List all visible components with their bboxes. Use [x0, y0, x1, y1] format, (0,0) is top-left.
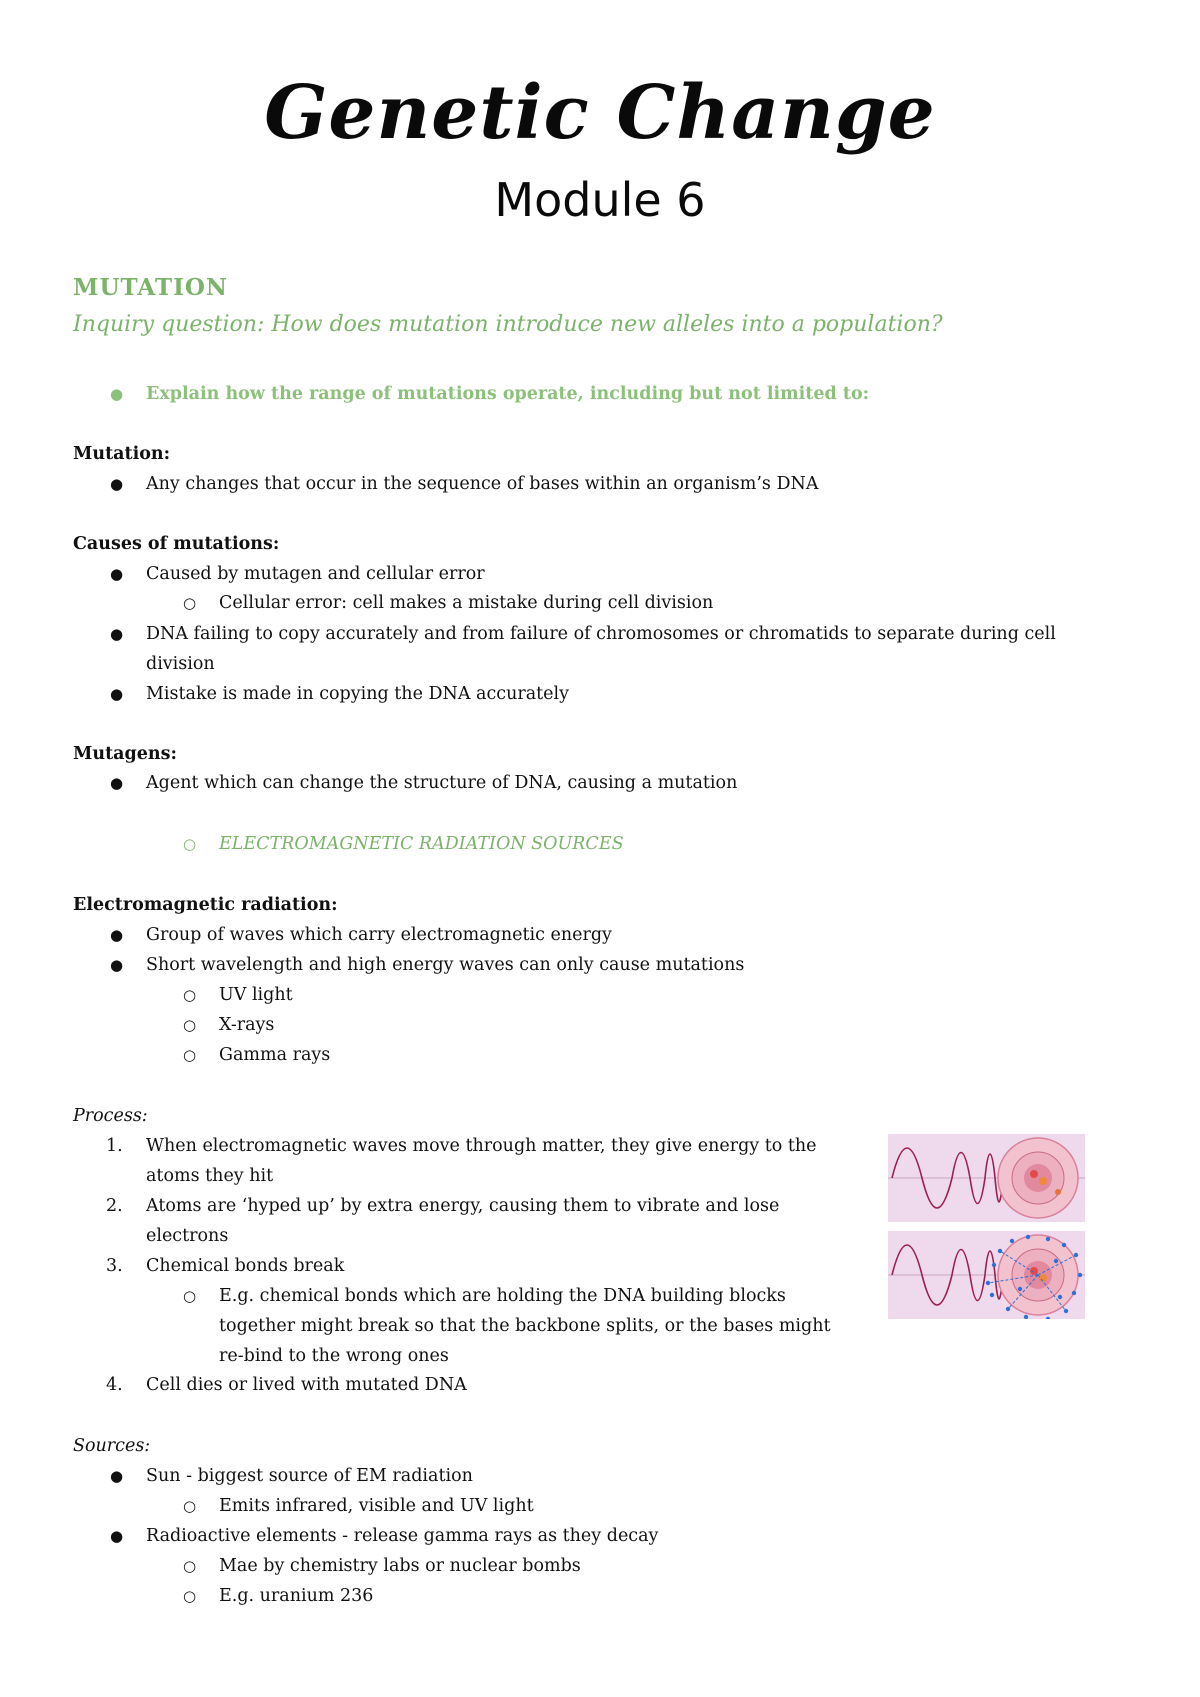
mutagens-heading: Mutagens: — [73, 744, 177, 764]
hollow-bullet-icon: ○ — [183, 835, 197, 853]
step-number: 4. — [106, 1375, 123, 1395]
list-subitem: Emits infrared, visible and UV light — [219, 1496, 534, 1516]
list-subitem: Mae by chemistry labs or nuclear bombs — [219, 1556, 581, 1576]
hollow-bullet-icon: ○ — [183, 1497, 197, 1515]
document-title: Genetic Change — [264, 70, 936, 156]
process-step-continuation: atoms they hit — [146, 1166, 274, 1186]
bullet-icon: ● — [110, 625, 124, 643]
document-subtitle: Module 6 — [494, 173, 706, 227]
hollow-bullet-icon: ○ — [183, 1016, 197, 1034]
hollow-bullet-icon: ○ — [183, 1587, 197, 1605]
list-item: Any changes that occur in the sequence of bases within an organism’s DNA — [146, 474, 819, 494]
bullet-icon: ● — [110, 385, 124, 403]
sources-heading: Sources: — [73, 1436, 151, 1456]
process-substep-continuation: together might break so that the backbone splits, or the bases might — [219, 1316, 831, 1336]
syllabus-point: Explain how the range of mutations operate, including but not limited to: — [146, 384, 870, 404]
mutation-heading: Mutation: — [73, 444, 171, 464]
list-item: Mistake is made in copying the DNA accurately — [146, 684, 570, 704]
hollow-bullet-icon: ○ — [183, 1557, 197, 1575]
list-subitem: E.g. uranium 236 — [219, 1586, 374, 1606]
hollow-bullet-icon: ○ — [183, 986, 197, 1004]
section-heading: MUTATION — [73, 274, 228, 301]
subsection-label: ELECTROMAGNETIC RADIATION SOURCES — [219, 834, 624, 854]
list-item: Radioactive elements - release gamma rays as they decay — [146, 1526, 659, 1546]
list-subitem: Cellular error: cell makes a mistake during cell division — [219, 593, 714, 613]
bullet-icon: ● — [110, 685, 124, 703]
process-substep: E.g. chemical bonds which are holding the DNA building blocks — [219, 1286, 786, 1306]
list-item: Group of waves which carry electromagnetic energy — [146, 925, 612, 945]
process-step: Cell dies or lived with mutated DNA — [146, 1375, 467, 1395]
step-number: 2. — [106, 1196, 123, 1216]
bullet-icon: ● — [110, 475, 124, 493]
bullet-icon: ● — [110, 926, 124, 944]
process-heading: Process: — [73, 1106, 148, 1126]
em-radiation-heading: Electromagnetic radiation: — [73, 895, 338, 915]
list-item: DNA failing to copy accurately and from failure of chromosomes or chromatids to separate during cell — [146, 624, 1056, 644]
list-item-continuation: division — [146, 654, 215, 674]
bullet-icon: ● — [110, 565, 124, 583]
list-subitem: X-rays — [219, 1015, 275, 1035]
em-wave-atom-figure — [888, 1134, 1085, 1222]
list-item: Short wavelength and high energy waves can only cause mutations — [146, 955, 745, 975]
bullet-icon: ● — [110, 956, 124, 974]
list-item: Caused by mutagen and cellular error — [146, 564, 485, 584]
inquiry-question: Inquiry question: How does mutation introduce new alleles into a population? — [73, 312, 943, 337]
causes-heading: Causes of mutations: — [73, 534, 280, 554]
bullet-icon: ● — [110, 774, 124, 792]
list-subitem: Gamma rays — [219, 1045, 331, 1065]
list-item: Agent which can change the structure of DNA, causing a mutation — [146, 773, 738, 793]
process-step-continuation: electrons — [146, 1226, 229, 1246]
list-subitem: UV light — [219, 985, 293, 1005]
hollow-bullet-icon: ○ — [183, 1046, 197, 1064]
em-wave-ionization-figure — [888, 1231, 1085, 1319]
bullet-icon: ● — [110, 1527, 124, 1545]
process-step: Atoms are ‘hyped up’ by extra energy, causing them to vibrate and lose — [146, 1196, 780, 1216]
bullet-icon: ● — [110, 1467, 124, 1485]
process-substep-continuation: re-bind to the wrong ones — [219, 1346, 449, 1366]
list-item: Sun - biggest source of EM radiation — [146, 1466, 473, 1486]
step-number: 1. — [106, 1136, 123, 1156]
hollow-bullet-icon: ○ — [183, 594, 197, 612]
process-step: Chemical bonds break — [146, 1256, 345, 1276]
hollow-bullet-icon: ○ — [183, 1287, 197, 1305]
step-number: 3. — [106, 1256, 123, 1276]
process-step: When electromagnetic waves move through matter, they give energy to the — [146, 1136, 817, 1156]
